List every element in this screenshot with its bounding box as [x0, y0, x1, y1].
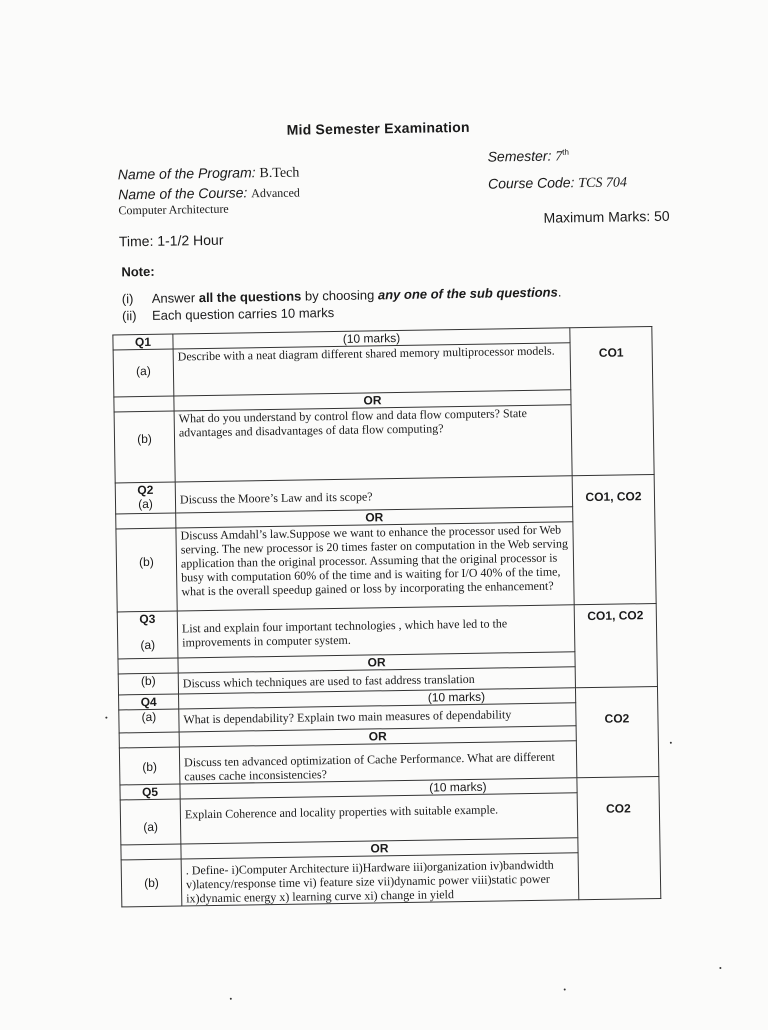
- q5-co: CO2: [577, 776, 661, 899]
- time-line: [119, 232, 224, 250]
- questions-table: [112, 326, 661, 907]
- q4-b-label: (b): [142, 759, 158, 775]
- q3-b-label: (b): [140, 673, 156, 689]
- q4-marks: (10 marks): [179, 688, 576, 709]
- note-item-1-post: .: [557, 284, 562, 300]
- max-marks-label: Maximum Marks:: [543, 208, 651, 226]
- semester-suffix: th: [562, 147, 570, 157]
- q1-a-text: Describe with a neat diagram different shared memory multiprocessor models.: [173, 343, 571, 396]
- q2-number: Q2: [137, 482, 154, 498]
- time-label: Time:: [118, 232, 154, 250]
- q2-b-label: (b): [138, 554, 154, 570]
- program-label: Name of the Program:: [117, 164, 256, 183]
- q1-a-label: (a): [135, 363, 151, 379]
- note-item-2-num: (ii): [121, 308, 137, 324]
- q3-a-row: [117, 603, 657, 658]
- course-value-1: Advanced: [251, 185, 300, 201]
- q2-a-label: (a): [138, 496, 153, 512]
- code-value: TCS 704: [578, 175, 628, 192]
- q4-or: OR: [179, 726, 576, 747]
- scan-speck: [230, 998, 232, 1000]
- scan-speck: [564, 988, 566, 990]
- semester-line: [487, 147, 569, 166]
- q1-b-text: What do you understand by control flow and data flow computers? State advantages and disadvantages of data flow computing?: [174, 405, 572, 482]
- exam-title: Mid Semester Examination: [286, 118, 470, 138]
- course-line: [118, 184, 300, 204]
- q4-a-label: (a): [141, 709, 157, 725]
- scan-speck: [105, 717, 107, 719]
- note-item-2: [122, 305, 334, 323]
- q4-a-text: What is dependability? Explain two main measures of dependability: [179, 703, 576, 732]
- semester-value: 7: [555, 149, 563, 165]
- note-item-1-bold-italic: any one of the sub questions: [377, 284, 558, 303]
- q4-co: CO2: [575, 686, 658, 777]
- q2-a-text: Discuss the Moore’s Law and its scope?: [175, 476, 572, 513]
- q5-or: OR: [181, 838, 578, 859]
- q2-co: CO1, CO2: [572, 475, 656, 605]
- q1-co: CO1: [570, 327, 654, 476]
- q5-a-label: (a): [143, 819, 159, 835]
- time-value: 1-1/2 Hour: [157, 231, 224, 249]
- q5-number: Q5: [141, 784, 159, 800]
- q1-marks: (10 marks): [173, 328, 570, 349]
- note-item-1-bold: all the questions: [198, 288, 302, 306]
- q5-marks: (10 marks): [180, 778, 577, 799]
- q3-b-text: Discuss which techniques are used to fast address translation: [178, 667, 575, 694]
- note-item-1-num: (i): [121, 291, 134, 307]
- note-item-1: [122, 284, 562, 306]
- q1-number: Q1: [134, 334, 152, 350]
- q5-b-label: (b): [144, 875, 159, 891]
- course-label: Name of the Course:: [118, 184, 248, 203]
- q1-b-label: (b): [137, 431, 152, 447]
- code-line: [488, 173, 627, 193]
- note-item-1-mid: by choosing: [301, 287, 379, 304]
- q3-number: Q3: [139, 611, 156, 627]
- max-marks-line: [543, 208, 669, 226]
- note-item-1-pre: Answer: [151, 290, 199, 306]
- q5-b-text: . Define- i)Computer Architecture ii)Hardware iii)organization iv)bandwidth v)latency/response time vi) feature size vii)dynamic power viii)static power ix)dynamic energy x) learning curve xi) change in yield: [181, 853, 579, 906]
- scan-speck: [670, 742, 672, 744]
- semester-label: Semester:: [487, 147, 552, 165]
- program-value: B.Tech: [259, 165, 300, 182]
- course-value-2: Computer Architecture: [118, 201, 229, 218]
- q4-number: Q4: [140, 694, 157, 710]
- note-label: Note:: [121, 263, 155, 280]
- scan-speck: [719, 967, 721, 969]
- q2-or: OR: [176, 507, 573, 528]
- max-marks-value: 50: [653, 207, 670, 224]
- q3-co: CO1, CO2: [574, 603, 657, 687]
- q3-a-text: List and explain four important technologies , which have led to the improvements in computer system.: [177, 605, 575, 658]
- q1-or: OR: [174, 390, 571, 411]
- q3-or: OR: [178, 652, 575, 673]
- code-label: Course Code:: [487, 174, 575, 192]
- note-item-2-text: Each question carries 10 marks: [151, 305, 335, 323]
- q5-a-text: Explain Coherence and locality properties with suitable example.: [180, 793, 578, 844]
- q3-a-label: (a): [140, 637, 156, 653]
- program-line: [118, 164, 300, 185]
- q2-b-text: Discuss Amdahl’s law.Suppose we want to enhance the processor used for Web serving. The new processor is 20 times faster on computation in the Web serving application than the original processor. Assuming that the original processor is busy with computation 60% of the time and is waiting for I/O 40% of the time, what is the overall speedup gained or loss by incorporating the enhancement?: [176, 522, 574, 611]
- q4-b-text: Discuss ten advanced optimization of Cache Performance. What are different causes cache inconsistencies?: [179, 741, 577, 784]
